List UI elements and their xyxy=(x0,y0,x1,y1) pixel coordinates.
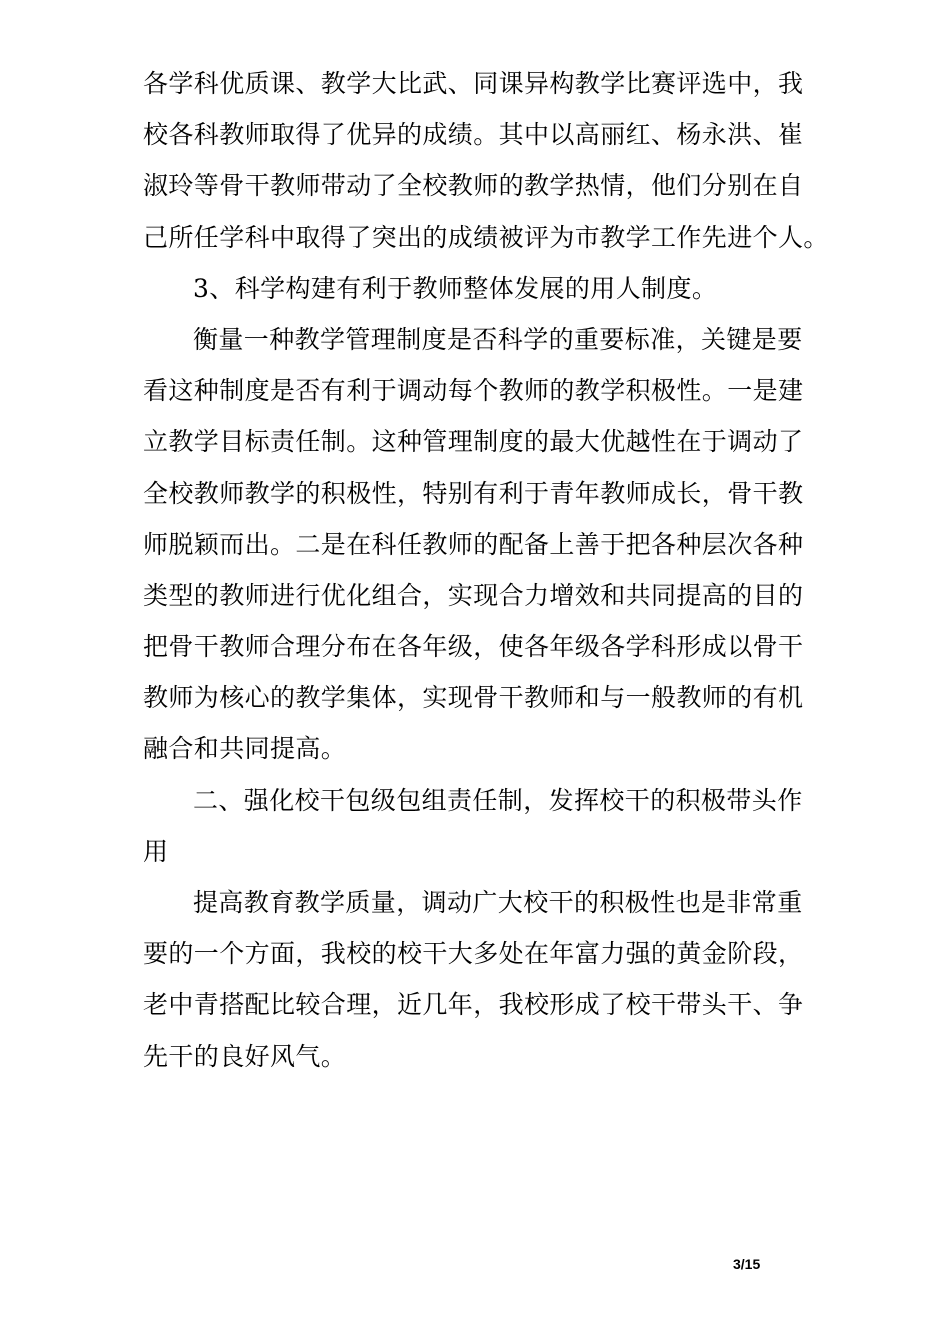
text-line: 类型的教师进行优化组合，实现合力增效和共同提高的目的 xyxy=(143,580,804,610)
section-heading-2: 二、强化校干包级包组责任制，发挥校干的积极带头作 xyxy=(193,785,803,815)
text-line: 师脱颖而出。二是在科任教师的配备上善于把各种层次各种 xyxy=(143,529,804,559)
text-line: 校各科教师取得了优异的成绩。其中以高丽红、杨永洪、崔 xyxy=(143,120,804,150)
text-line: 用 xyxy=(143,836,169,866)
text-line: 衡量一种教学管理制度是否科学的重要标准，关键是要 xyxy=(193,324,803,354)
text-line: 全校教师教学的积极性，特别有利于青年教师成长，骨干教 xyxy=(143,478,804,508)
text-line: 老中青搭配比较合理，近几年，我校形成了校干带头干、争 xyxy=(143,990,804,1020)
text-line: 要的一个方面，我校的校干大多处在年富力强的黄金阶段， xyxy=(143,939,804,969)
text-line: 淑玲等骨干教师带动了全校教师的教学热情，他们分别在自 xyxy=(143,171,804,201)
text-line: 把骨干教师合理分布在各年级，使各年级各学科形成以骨干 xyxy=(143,632,804,662)
text-line: 各学科优质课、教学大比武、同课异构教学比赛评选中，我 xyxy=(143,69,804,98)
text-line: 融合和共同提高。 xyxy=(143,734,347,764)
text-line: 看这种制度是否有利于调动每个教师的教学积极性。一是建 xyxy=(143,376,804,406)
text-line: 立教学目标责任制。这种管理制度的最大优越性在于调动了 xyxy=(143,427,804,457)
text-line: 己所任学科中取得了突出的成绩被评为市教学工作先进个人。 xyxy=(143,222,829,252)
text-line: 提高教育教学质量，调动广大校干的积极性也是非常重 xyxy=(193,888,803,917)
text-line: 教师为核心的教学集体，实现骨干教师和与一般教师的有机 xyxy=(143,683,804,713)
section-heading-3: 3、科学构建有利于教师整体发展的用人制度。 xyxy=(193,273,718,303)
page-number: 3/15 xyxy=(733,1256,761,1272)
body-text xyxy=(143,58,827,1082)
text-line: 先干的良好风气。 xyxy=(143,1041,347,1071)
